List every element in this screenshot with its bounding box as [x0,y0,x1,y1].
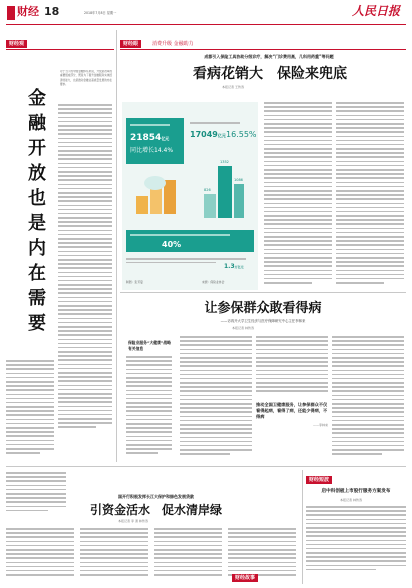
mid-story-top-rule [120,292,406,293]
bottom-right-body [306,506,406,573]
stat-2-value: 17049亿元 [190,130,226,139]
left-text-col1 [58,104,112,431]
infographic-footer-1 [126,230,254,252]
infographic-footer-2 [126,256,254,276]
section-title: 财经 [17,5,39,18]
infographic-columns [204,160,254,220]
left-tag-rule [6,49,114,50]
top-tag-rule [120,49,406,50]
infographic-stat-2 [188,118,257,154]
headline-char: 需 [28,288,46,309]
bottom-left-tag: 财经故事 [232,574,258,582]
top-story-tag: 财经眼 [120,40,141,48]
top-story-byline: 本报记者 王传涛 [222,85,244,89]
col-label: 1086 [234,178,243,182]
headline-char: 要 [28,313,46,334]
headline-char: 是 [28,213,46,234]
bottom-left-byline: 本报记者 李 清 林传涛 [118,519,148,523]
headline-char: 放 [28,163,46,184]
left-column-divider [116,30,117,462]
page-number: 18 [44,5,60,18]
bottom-top-rule [6,466,406,467]
top-story-body-2 [336,102,404,286]
mid-side-title: 保险业服务“大健康”战略有关信息 [128,340,171,351]
masthead [0,0,412,26]
date-line: 2018年7月8日 星期一 [84,11,117,15]
left-column-lead: 对于当下的中国金融体系来说，开放是改革的重要组成部分，既是为了提升金融服务实体经济的能力，也是推动金融业高质量发展的内在要求。 [60,70,112,87]
bottom-right-headline: 启中科创板上市股行服务方案发布 [321,489,391,494]
stat-2-rate: 16.55% [226,130,257,139]
pull-quote-credit: ——李林来 [312,422,328,427]
footer-value: 1.3万亿元 [224,263,244,270]
headline-char: 开 [28,138,46,159]
col-label: 826 [204,188,211,192]
mid-story-subhead: ——访再开大学卫生经济与医疗保障研究中心主任李林来 [220,319,306,323]
mid-story-body-3 [332,336,404,457]
col-label: 1352 [220,160,229,164]
infographic-coins [130,176,190,216]
stat-1-value: 21854亿元 [130,133,170,143]
footer-rate: 40% [162,240,182,249]
bottom-right-byline: 本报记者 林传涛 [340,498,362,502]
masthead-rule [6,24,406,25]
top-story-sub: 消费升级 金融助力 [152,41,194,47]
mid-side-box [124,336,174,460]
infographic-stat-1 [126,118,184,164]
mid-story-byline: 本报记者 林传涛 [232,326,254,330]
top-story-kicker: 成都引入保险工具协助分级诊疗，解决“门诊费用高，几科用药重”等问题 [204,54,334,59]
headline-char: 金 [28,88,46,109]
left-column-tag: 财经观 [6,40,27,48]
infographic-credit: 制图：张芳曼 [126,280,143,284]
bottom-right-story [306,470,406,584]
pull-quote-text: 推动全国卫健康服务，让参保群众不仅看得起病，看得了病，还能少得病，不得病 [256,402,328,420]
mid-pull-quote [256,402,328,442]
top-story-headline: 看病花销大 保险来兜底 [193,66,347,82]
left-column [6,30,114,462]
insurance-infographic [122,102,258,290]
top-story-body-1 [264,102,332,286]
left-text-col2 [6,360,54,456]
paper-name: 人民日报 [352,4,401,18]
headline-char: 内 [28,238,46,259]
headline-char: 也 [28,188,46,209]
mid-story-headline: 让参保群众敢看得病 [204,301,322,316]
headline-char: 在 [28,263,46,284]
left-headline [26,86,48,336]
section-logo [7,6,15,20]
bottom-left-headline: 引资金活水 促水清岸绿 [89,503,222,517]
bottom-left-kicker: 国开行积极发挥长江大保护和绿色发展贷款 [118,494,194,499]
bottom-right-tag: 财经短波 [306,476,332,484]
infographic-source: 来源：保险业协会 [202,280,225,284]
top-story [120,30,406,290]
headline-char: 融 [28,113,46,134]
bottom-left-story [6,470,298,584]
stat-1-rate: 同比增长14.4% [130,147,174,154]
mid-story [120,296,406,462]
mid-story-body-1 [180,336,252,457]
mid-story-body-2 [256,336,328,395]
bottom-right-divider [302,470,303,584]
